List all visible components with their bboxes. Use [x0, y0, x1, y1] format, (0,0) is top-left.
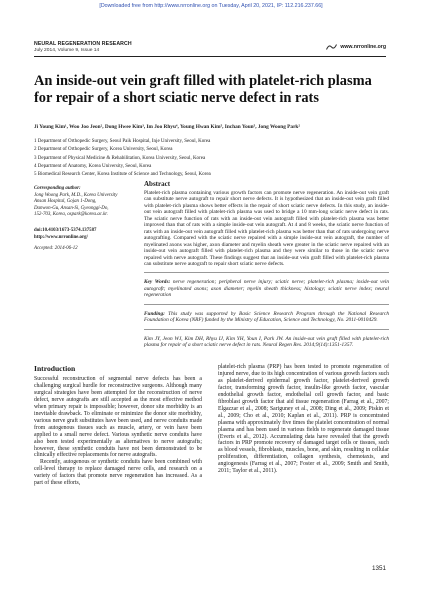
keywords-divider [144, 304, 389, 305]
body-column-right [218, 364, 389, 475]
page-number: 1351 [371, 565, 386, 572]
paragraph: platelet-rich plasma (PRP) has been tested to promote regeneration of injured nerve, due to its high concentration of various growth factors such as platelet-derived epidermal growth factor, platelet-derived growth factor, transforming growth factor, insulin-like growth factor, vascular endothelial growth factor, endothelial cell growth factor, and basic fibroblast growth factor that aid tissue regeneration (Farrag et al., 2007; Elgazzar et al., 2008; Sariguney et al., 2008; Ding et al., 2009; Piskin et al., 2009; Cho et al., 2010; Kaplan et al., 2011). PRP is concentrated plasma with approximately five times the platelet concentration of normal plasma and has been used in various fields to regenerate damaged tissue (Everts et al., 2012). Accumulating data have revealed that the growth factors in PRP promote recovery of damaged target cells or tissues, such as blood vessels, fibroblasts, muscles, bone, and skin, resulting in cellular proliferation, differentiation, collagen synthesis, chemotaxis, and angiogenesis (Farrag et al., 2007; Foster et al., 2009; Smith and Smith, 2011; Taylor et al., 2011). [218, 364, 389, 475]
download-notice: [Downloaded free from http://www.nrronline.org on Tuesday, April 20, 2021, IP: 112.216.237.66] [99, 3, 323, 9]
keywords-label: Key Words: [144, 279, 171, 286]
doi-site[interactable]: http://www.nrronline.org/ [34, 234, 88, 240]
abstract-heading: Abstract [144, 180, 171, 188]
keywords-text: nerve regeneration; peripheral nerve injury; sciatic nerve; platelet-rich plasma; inside-out vein autograft; myelinated axons; axon diameter; myelin sheath thickness; histology; sciatic nerve index; neural regeneration [144, 279, 389, 299]
abstract-text: Platelet-rich plasma containing various growth factors can promote nerve regeneration. An inside-out vein graft can substitute nerve autograft to repair short nerve defects. It is hypothesized that an inside-out vein graft filled with platelet-rich plasma shows better effects in the repair of short sciatic nerve defects. In this study, an inside-out vein autograft filled with platelet-rich plasma was used to bridge a 10 mm-long sciatic nerve defect in rats. The sciatic nerve function of rats with an inside-out vein autograft filled with platelet-rich plasma was better improved than that of rats with a simple inside-out vein autograft. At 4 and 8 weeks, the sciatic nerve function of rats with an inside-out vein autograft filled with platelet-rich plasma was better than that of rats undergoing nerve autografting. Compared with the sciatic nerve repaired with a simple inside-out vein autograft, the number of myelinated axons was higher, axon diameter and myelin sheath were greater in the sciatic nerve repaired with an inside-out vein autograft filled with platelet-rich plasma and they were similar to those in the sciatic nerve repaired with nerve autograft. These findings suggest that an inside-out vein graft filled with platelet-rich plasma can substitute nerve autograft to repair short sciatic nerve defects. [144, 190, 389, 267]
affiliation: 3 Department of Physical Medicine & Rehabilitation, Korea University, Seoul, Korea [34, 155, 206, 161]
funding-label: Funding: [144, 310, 165, 317]
corresponding-author-label: Corresponding author: [34, 186, 81, 191]
accepted-date: Accepted: 2014-06-12 [34, 246, 78, 251]
keywords [144, 279, 389, 298]
abstract-section [144, 180, 389, 349]
corresponding-author-line: Danwon-Gu, Ansan-Si, Gyeonggi-Do, [34, 205, 109, 211]
corresponding-author-line: Jong Woong Park, M.D., Korea University [34, 192, 118, 198]
affiliations [34, 138, 389, 179]
citation: Kim JY, Jeon WJ, Kim DH, Rhyu IJ, Kim YH, Youn I, Park JW. An inside-out vein graft filled with platelet-rich plasma for repair of a short sciatic nerve defect in rats. Neural Regen Res. 2014;9(14):1351-1357. [144, 335, 389, 349]
paragraph: Successful reconstruction of segmental nerve defects has been a challenging surgical hurdle for reconstructive surgeons. Although many surgical strategies have been attempted for the reconstruction of nerve defect, nerve autografts are still accepted as the most effective method when primary repair is impossible; however, donor site morbidity is an inevitable drawback. To eliminate or minimize the donor site morbidity, various nerve graft substitutes have been used, and nerve conduits made from autogenous tissues such as muscle, artery, or vein have been applied to a small nerve defect. Various synthetic nerve conduits have also been tested experimentally as alternatives to nerve autografts; however, these synthetic conduits have not been demonstrated to be clinically effective replacements for nerve autografts. [34, 376, 202, 459]
affiliation: 2 Department of Orthopedic Surgery, Korea University, Seoul, Korea [34, 147, 173, 153]
funding [144, 311, 389, 324]
journal-name: NEURAL REGENERATION RESEARCH [34, 41, 132, 47]
site-url: www.nrronline.org [340, 44, 386, 50]
article-title: An inside-out vein graft filled with platelet-rich plasma for repair of a short sciatic nerve defect in rats [34, 73, 372, 106]
affiliation: 1 Department of Orthopedic Surgery, Seoul Paik Hospital, Inje University, Seoul, Korea [34, 139, 211, 144]
paragraph: Recently, autogenous or synthetic conduits have been combined with cell-level therapy to replace damaged nerve cells, and research on a variety of factors that promote nerve regeneration has increased. As a part of these efforts, [34, 459, 202, 487]
issue-info: July 2014, Volume 9, Issue 14 [34, 48, 100, 53]
affiliation: 5 Biomedical Research Center, Korea Institute of Science and Technology, Seoul, Korea [34, 172, 211, 178]
doi-block [34, 228, 129, 241]
funding-text: This study was supported by Basic Science Research Program through the National Research Foundation of Korea (NRF) funded by the Ministry of Education, Science and Technology, No. 2011-0010429. [144, 310, 390, 324]
affiliation: 4 Department of Anatomy, Korea University, Seoul, Korea [34, 163, 152, 169]
introduction-heading: Introduction [34, 364, 76, 373]
journal-logo-icon [326, 44, 337, 50]
corresponding-author [34, 186, 129, 219]
journal-site [340, 44, 386, 50]
body-column-left [34, 376, 202, 487]
funding-divider [144, 329, 389, 330]
doi[interactable]: doi:10.4103/1673-5374.137587 [34, 228, 97, 233]
corresponding-author-line: 152-703, Korea, ospark@korea.ac.kr. [34, 212, 108, 218]
author-list: Ji Young Kim¹, Woo Joo Jeon², Dong Hwee Kim³, Im Joo Rhyu⁴, Young Hwan Kim⁵, Inchan Youn⁵, Jong Woong Park² [34, 124, 300, 130]
corresponding-author-line: Ansan Hospital, Gojan 1-Dong, [34, 199, 97, 205]
abstract-divider [144, 272, 389, 273]
header-rule [34, 56, 386, 57]
